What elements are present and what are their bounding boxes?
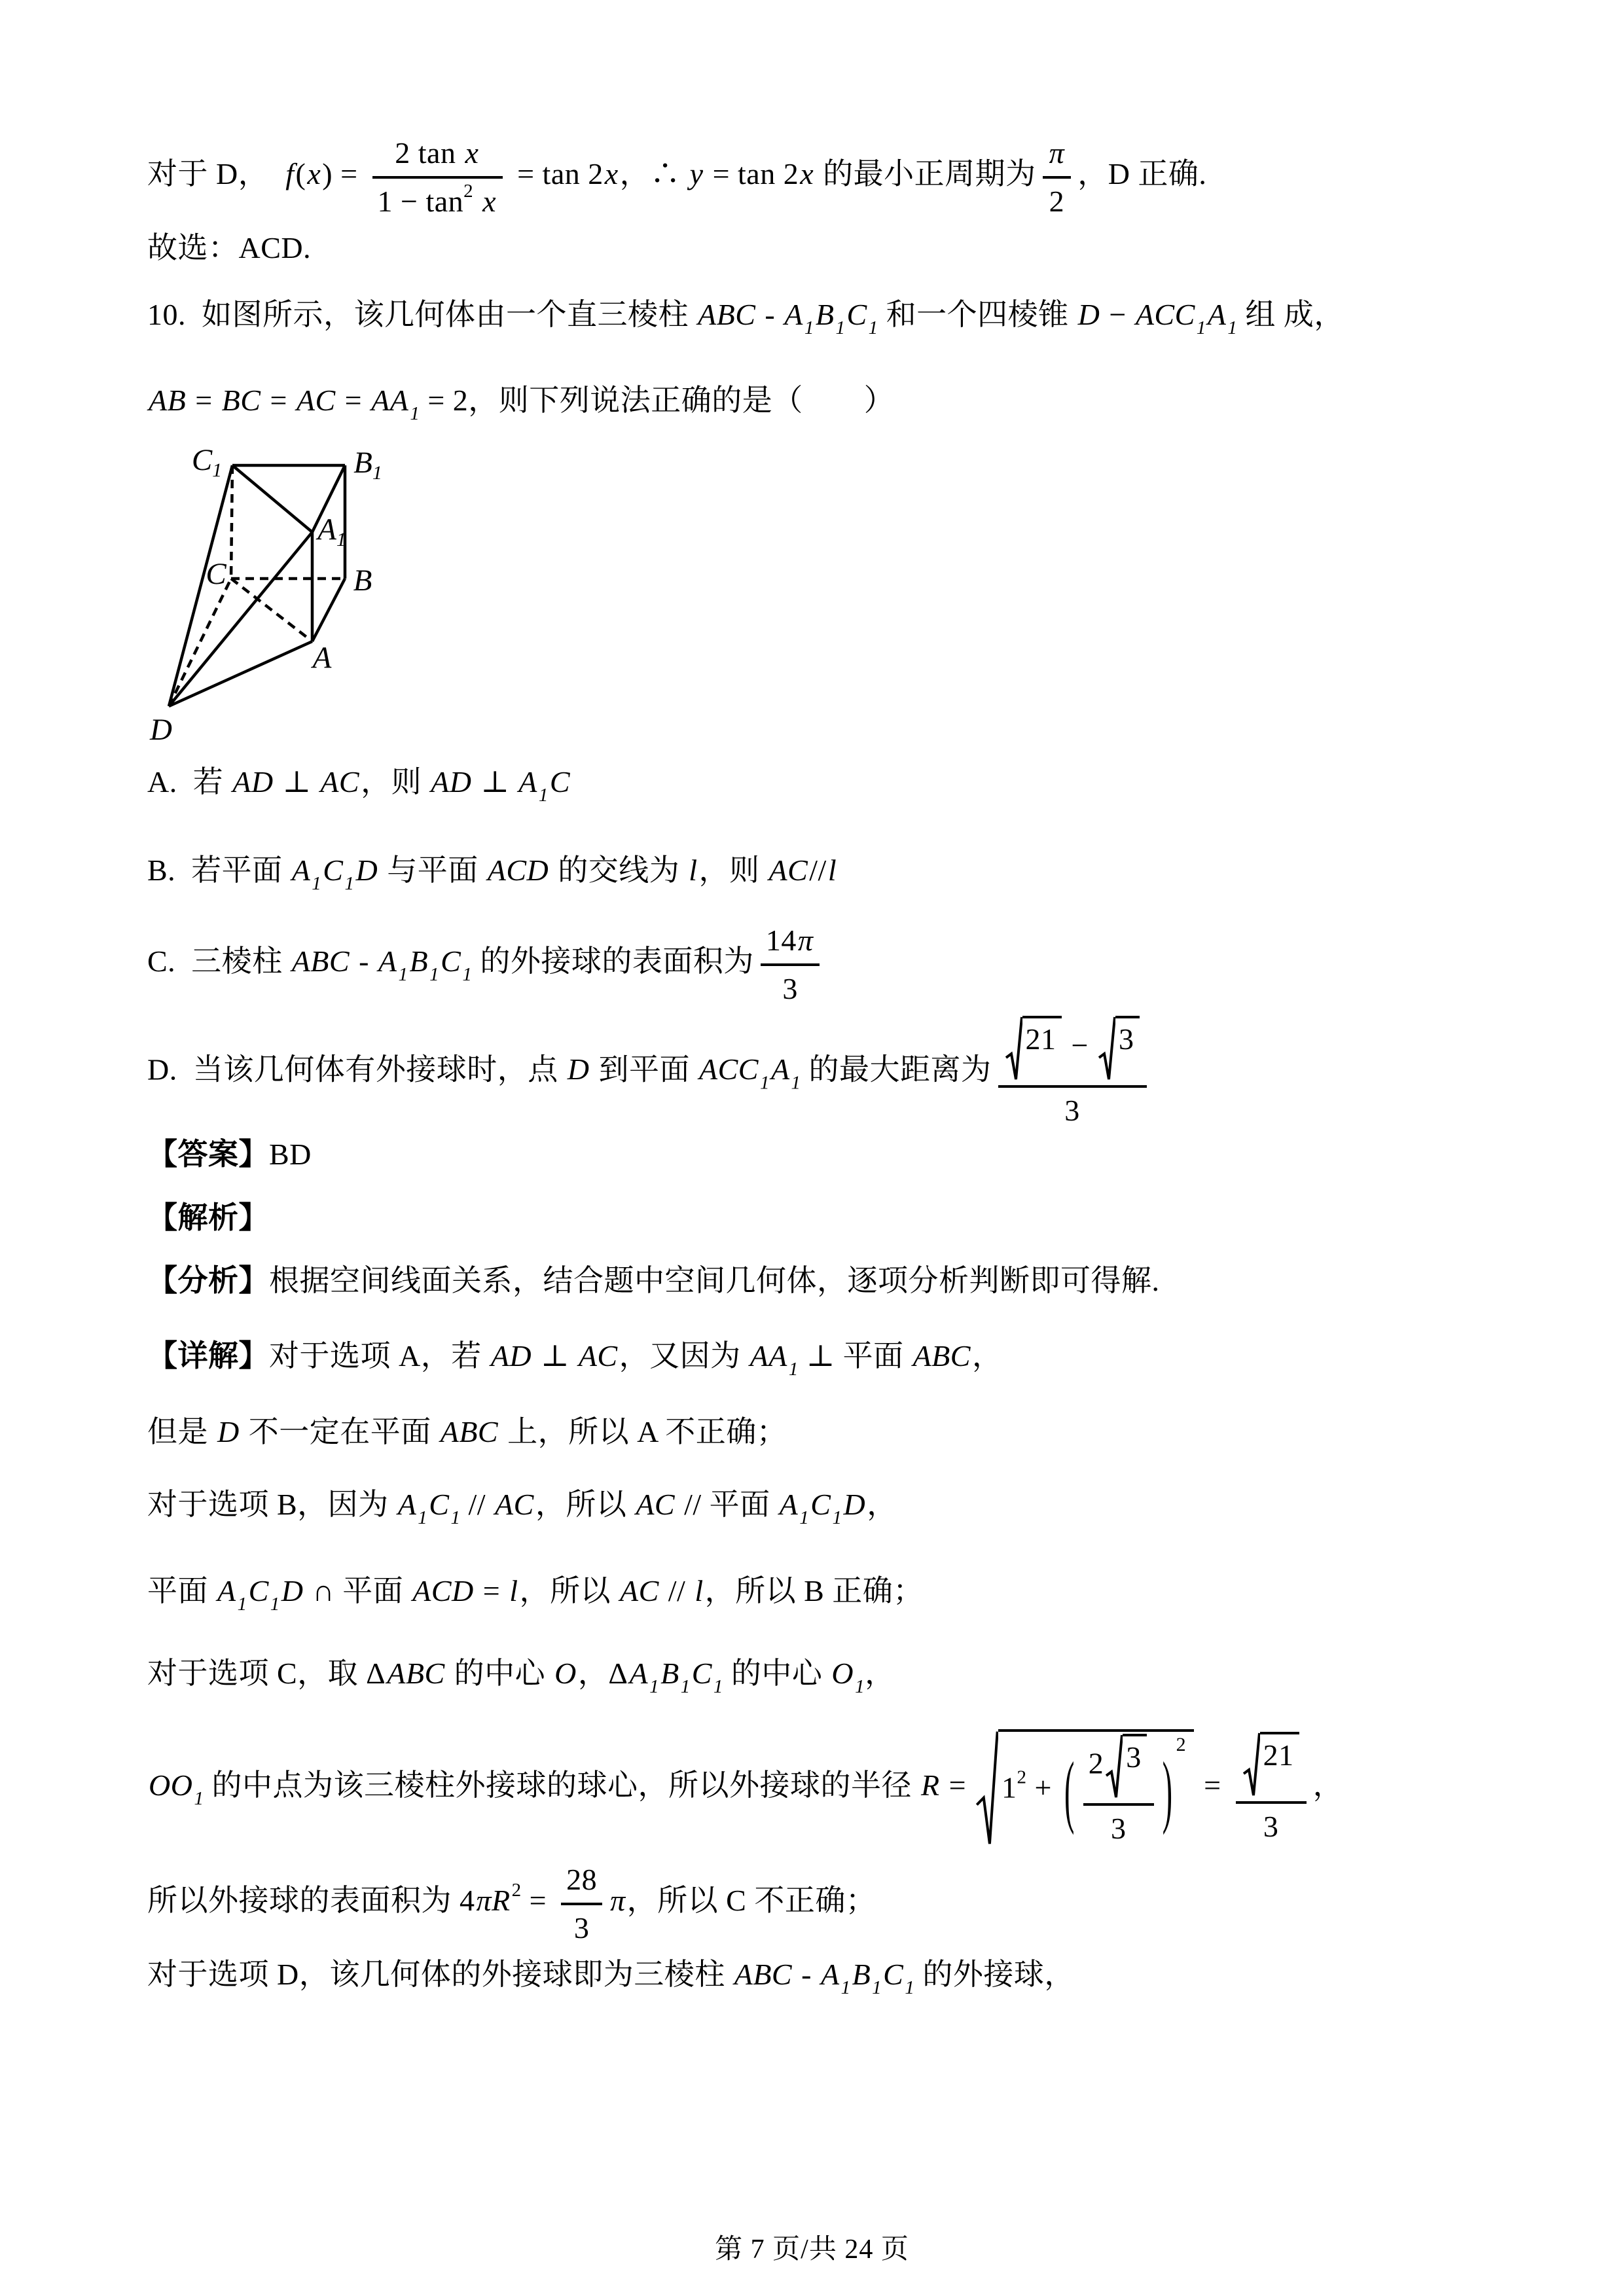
text-run: ) = — [322, 157, 366, 191]
text-run: 和一个四棱锥 — [878, 298, 1077, 331]
paragraph-c-surface — [147, 1861, 876, 1946]
text-run: 对于选项 D，该几何体的外接球即为三棱柱 — [147, 1958, 733, 1991]
paren-content — [1077, 1734, 1161, 1848]
text-run: 3 — [573, 1910, 590, 1945]
fraction — [998, 1016, 1147, 1130]
text-run: ，则 — [361, 765, 430, 798]
superscript: 2 — [511, 1880, 522, 1901]
radical — [1005, 1016, 1062, 1081]
math-run: C — [323, 853, 344, 887]
subscript: 1 — [649, 1676, 660, 1697]
text-run: 对于选项 B，因为 — [147, 1488, 397, 1521]
radicand — [998, 1729, 1194, 1848]
math-run: A — [518, 765, 537, 798]
math-run: π — [797, 924, 814, 957]
fraction — [761, 922, 820, 1007]
math-run: B — [852, 1958, 871, 1991]
fraction — [1043, 134, 1072, 220]
text-run: = tan 2 — [704, 157, 799, 191]
text-run — [473, 185, 481, 218]
math-run: A — [770, 1052, 790, 1086]
figure-vertex-label-B1: $B_1$ — [353, 446, 382, 484]
subscript: 1 — [872, 1977, 882, 1998]
text-run: = — [187, 384, 221, 417]
paragraph-option-a — [147, 763, 571, 806]
math-run: ABC — [440, 1415, 499, 1448]
paragraph-option-d — [147, 1016, 1153, 1130]
text-run: 的中心 — [446, 1657, 554, 1690]
math-run: l — [695, 1574, 704, 1607]
subscript: 1 — [429, 964, 440, 986]
fraction-denominator — [1043, 179, 1072, 221]
text-run: ，所以 C 不正确； — [626, 1884, 876, 1918]
fraction-denominator — [998, 1088, 1147, 1130]
math-run: C — [846, 298, 867, 331]
math-run: x — [465, 136, 479, 170]
text-run: 3 — [782, 971, 798, 1005]
fraction-denominator — [761, 966, 820, 1008]
bold-label: 【分析】 — [147, 1264, 269, 1297]
math-run: C — [883, 1958, 904, 1991]
figure-edge-D-A — [169, 641, 312, 706]
text-run: ⊥ — [533, 1339, 577, 1372]
text-run: 平面 — [147, 1574, 216, 1607]
paragraph-jiexi-label — [147, 1199, 269, 1237]
text-run: ，又因为 — [619, 1339, 749, 1372]
text-run: ， — [865, 1657, 895, 1690]
subscript: 1 — [855, 1676, 865, 1697]
text-run: = — [336, 384, 370, 417]
text-run: ⊥ 平面 — [798, 1339, 912, 1372]
text-run: 的交线为 — [550, 853, 688, 887]
math-run: D — [355, 853, 378, 887]
math-run: C — [441, 944, 461, 978]
math-run: AC — [495, 1488, 534, 1521]
paragraph-c-centers — [147, 1655, 895, 1697]
bold-label: 【详解】 — [147, 1339, 269, 1372]
text-run: 的中心 — [723, 1657, 831, 1690]
paragraph-answer — [147, 1136, 312, 1174]
paragraph-q10-condition — [147, 382, 895, 424]
math-run: C — [810, 1488, 831, 1521]
math-run: D — [281, 1574, 304, 1607]
math-run: A — [397, 1488, 417, 1521]
fraction — [372, 134, 503, 220]
fraction-numerator — [1083, 1734, 1154, 1806]
text-run: - — [757, 298, 784, 331]
radical-sign-icon — [976, 1729, 998, 1848]
superscript: 2 — [1017, 1767, 1027, 1788]
math-run: ABC — [912, 1339, 971, 1372]
text-run: 的外接球， — [914, 1958, 1075, 1991]
text-run: BD — [269, 1138, 312, 1171]
paragraph-b-conclusion — [147, 1572, 924, 1615]
text-run: 的外接球的表面积为 — [472, 944, 754, 978]
figure-edge-C1-A1 — [232, 465, 312, 532]
math-run: A — [378, 944, 397, 978]
bold-label: 【答案】 — [147, 1138, 269, 1171]
bold-label: 【解析】 — [147, 1201, 269, 1234]
math-run: x — [604, 157, 619, 191]
subscript: 1 — [462, 964, 473, 986]
text-run: 所以外接球的表面积为 4 — [147, 1884, 475, 1918]
text-run: ，Δ — [577, 1657, 628, 1690]
math-run: D — [843, 1488, 866, 1521]
text-run: 10. 如图所示，该几何体由一个直三棱柱 — [147, 298, 696, 331]
text-run: 3 — [1263, 1809, 1279, 1843]
text-run: 1 — [1001, 1770, 1017, 1804]
text-run: 1 − tan — [377, 184, 464, 218]
text-run: 根据空间线面关系，结合题中空间几何体，逐项分析判断即可得解. — [269, 1264, 1160, 1297]
radical — [976, 1729, 1194, 1848]
text-run: 2 — [1049, 184, 1065, 218]
text-run: A. 若 — [147, 765, 232, 798]
figure-vertex-label-A: A — [312, 641, 332, 675]
math-run: ABC — [734, 1958, 793, 1991]
text-run: 3 — [1111, 1812, 1127, 1845]
fraction-denominator — [372, 179, 503, 221]
math-run: l — [689, 853, 698, 887]
paragraph-fenxi — [147, 1262, 1160, 1300]
text-run: = — [1196, 1768, 1229, 1802]
text-run: 对于 D， — [147, 157, 285, 191]
math-run: ABC — [291, 944, 350, 978]
text-run: = tan 2 — [509, 157, 604, 191]
subscript: 1 — [344, 873, 355, 894]
text-run: ⊥ — [274, 765, 319, 798]
subscript: 1 — [788, 1359, 799, 1380]
figure-vertex-label-B: B — [353, 564, 372, 598]
math-run: A — [820, 1958, 840, 1991]
paragraph-b-reason — [147, 1486, 897, 1528]
math-run: ACC — [698, 1052, 759, 1086]
math-run: A — [217, 1574, 236, 1607]
fraction-denominator — [1083, 1806, 1154, 1848]
text-run: 故选：ACD. — [147, 231, 312, 264]
math-run: D — [567, 1052, 590, 1086]
subscript: 1 — [791, 1072, 801, 1094]
subscript: 1 — [759, 1072, 770, 1094]
figure-vertex-label-C1: $C_1$ — [191, 443, 223, 481]
text-run: ，∴ — [619, 157, 689, 191]
math-run: OO — [149, 1768, 193, 1802]
math-run: A — [784, 298, 803, 331]
math-run: C — [248, 1574, 269, 1607]
text-run: ， — [971, 1339, 1003, 1372]
text-run: 21 — [1025, 1022, 1056, 1056]
subscript: 1 — [270, 1594, 280, 1615]
math-run: A — [1207, 298, 1227, 331]
paragraph-a-conclusion — [147, 1413, 787, 1451]
math-run: ABC — [698, 298, 756, 331]
text-run: + — [1026, 1770, 1060, 1804]
paragraph-choose-answer — [147, 229, 311, 267]
math-run: R — [920, 1768, 940, 1802]
math-run: ABC — [387, 1657, 445, 1690]
math-run: C — [429, 1488, 450, 1521]
text-run: ，所以 — [519, 1574, 619, 1607]
fraction — [1236, 1732, 1307, 1846]
paragraph-c-radius — [147, 1729, 1343, 1848]
math-run: AC — [320, 765, 360, 798]
text-run: 的最大距离为 — [801, 1052, 992, 1086]
fraction — [561, 1861, 602, 1946]
figure-vertex-label-C: C — [206, 557, 226, 591]
radical — [1243, 1732, 1299, 1797]
subscript: 1 — [680, 1676, 691, 1697]
fraction-numerator — [998, 1016, 1147, 1088]
text-run: 对于选项 C，取 Δ — [147, 1657, 386, 1690]
radical-sign-icon — [1098, 1016, 1115, 1081]
text-run: 14 — [765, 924, 797, 957]
paren-group — [1062, 1734, 1186, 1848]
text-run: 不一定在平面 — [240, 1415, 439, 1448]
subscript: 1 — [1196, 317, 1206, 338]
text-run: 组 成， — [1237, 298, 1344, 331]
radicand — [1260, 1732, 1299, 1797]
math-run: O — [831, 1657, 854, 1690]
math-run: C — [691, 1657, 712, 1690]
text-run: 3 — [1064, 1094, 1080, 1127]
text-run: − — [1063, 1028, 1096, 1062]
math-run: BC — [221, 384, 261, 417]
page-number-footer: 第 7 页/共 24 页 — [715, 2234, 909, 2265]
math-run: A — [629, 1657, 649, 1690]
math-run: AC — [620, 1574, 659, 1607]
prism-pyramid-diagram — [118, 427, 393, 754]
subscript: 1 — [804, 317, 814, 338]
text-run: − — [1101, 298, 1134, 331]
subscript: 1 — [538, 785, 549, 806]
subscript: 1 — [194, 1787, 204, 1809]
figure-vertex-label-D: D — [150, 713, 172, 747]
text-run: = — [475, 1574, 509, 1607]
text-run: // — [460, 1488, 494, 1521]
text-run: B. 若平面 — [147, 853, 291, 887]
subscript: 1 — [237, 1594, 247, 1615]
text-run: D. 当该几何体有外接球时，点 — [147, 1052, 566, 1086]
math-run: l — [509, 1574, 518, 1607]
text-run: 3 — [1126, 1740, 1142, 1774]
text-run: ，则 — [698, 853, 768, 887]
superscript: 2 — [463, 180, 474, 202]
radical-sign-icon — [1005, 1016, 1022, 1081]
text-run: 2 tan — [395, 136, 464, 170]
math-run: AA — [371, 384, 409, 417]
paragraph-q10-intro — [147, 296, 1344, 338]
paren-exponent: 2 — [1176, 1734, 1187, 1755]
math-run: AC — [296, 384, 336, 417]
text-run: C. 三棱柱 — [147, 944, 291, 978]
text-run: 与平面 — [379, 853, 486, 887]
subscript: 1 — [835, 317, 846, 338]
text-run: 2 — [1088, 1746, 1104, 1780]
figure-edge-A-B — [312, 579, 345, 641]
text-run: - — [793, 1958, 820, 1991]
subscript: 1 — [450, 1507, 461, 1528]
radicand — [1123, 1734, 1147, 1799]
text-run: = — [521, 1884, 555, 1918]
math-run: AD — [490, 1339, 532, 1372]
subscript: 1 — [398, 964, 408, 986]
text-run: ，D 正确. — [1077, 157, 1207, 191]
math-run: AD — [232, 765, 274, 798]
text-run: 3 — [1119, 1022, 1134, 1056]
geometry-figure — [118, 427, 393, 754]
radicand — [1022, 1016, 1062, 1081]
left-paren: ( — [1064, 1745, 1075, 1835]
text-run: 的最小正周期为 — [815, 157, 1036, 191]
text-run: ，所以 B 正确； — [704, 1574, 924, 1607]
fraction-numerator — [1236, 1732, 1307, 1804]
figure-vertex-label-A1: $A_1$ — [317, 512, 346, 550]
figure-edge-C-A — [231, 579, 312, 641]
math-run: A — [291, 853, 311, 887]
math-run: AB — [149, 384, 187, 417]
text-run: = — [941, 1768, 975, 1802]
radical — [1106, 1734, 1147, 1799]
math-run: AC — [768, 853, 808, 887]
math-run: B — [660, 1657, 679, 1690]
fraction-denominator — [561, 1905, 602, 1947]
text-run: 上，所以 A 不正确； — [499, 1415, 787, 1448]
math-run: ACC — [1135, 298, 1195, 331]
right-paren: ) — [1162, 1745, 1173, 1835]
math-run: B — [409, 944, 429, 978]
text-run: // — [660, 1574, 694, 1607]
text-run: 的中点为该三棱柱外接球的球心，所以外接球的半径 — [204, 1768, 920, 1802]
math-run: A — [779, 1488, 799, 1521]
fraction-numerator — [561, 1861, 602, 1905]
math-run: ACD — [412, 1574, 474, 1607]
subscript: 1 — [410, 403, 420, 424]
radical-sign-icon — [1106, 1734, 1123, 1799]
fraction-denominator — [1236, 1804, 1307, 1846]
math-run: D — [217, 1415, 240, 1448]
text-run: // — [809, 853, 827, 887]
text-run: ， — [1312, 1768, 1344, 1802]
math-run: x — [307, 157, 321, 191]
math-run: AD — [431, 765, 472, 798]
text-run: ，所以 — [535, 1488, 635, 1521]
math-run: π — [610, 1884, 626, 1918]
text-run: 到平面 — [590, 1052, 698, 1086]
figure-edge-C1-C — [231, 465, 232, 579]
paragraph-xiangjie-a — [147, 1337, 1003, 1380]
math-run: AC — [636, 1488, 676, 1521]
subscript: 1 — [840, 1977, 851, 1998]
subscript: 1 — [312, 873, 322, 894]
math-run: πR — [476, 1884, 511, 1918]
text-run: = — [262, 384, 295, 417]
text-run: 对于选项 A，若 — [269, 1339, 490, 1372]
subscript: 1 — [1227, 317, 1238, 338]
text-run: 但是 — [147, 1415, 216, 1448]
text-run: 28 — [566, 1863, 598, 1896]
math-run: π — [1049, 136, 1065, 170]
math-run: f — [285, 157, 295, 191]
subscript: 1 — [868, 317, 878, 338]
text-run: ( — [295, 157, 306, 191]
math-run: ACD — [487, 853, 549, 887]
math-run: x — [482, 184, 497, 218]
fraction-numerator — [1043, 134, 1072, 179]
text-run: ⊥ — [473, 765, 518, 798]
text-run: = 2，则下列说法正确的是（ ） — [420, 384, 895, 417]
math-run: D — [1077, 298, 1100, 331]
fraction-numerator — [372, 134, 503, 179]
text-run: ， — [867, 1488, 897, 1521]
subscript: 1 — [832, 1507, 842, 1528]
math-run: B — [815, 298, 835, 331]
subscript: 1 — [799, 1507, 810, 1528]
text-run: - — [351, 944, 377, 978]
paragraph-option-c — [147, 922, 826, 1007]
text-run: ∩ 平面 — [304, 1574, 412, 1607]
subscript: 1 — [905, 1977, 915, 1998]
radicand — [1115, 1016, 1140, 1081]
paragraph-d-reason — [147, 1956, 1075, 1998]
text-run: // 平面 — [676, 1488, 778, 1521]
paragraph-d-option-conclusion — [147, 134, 1206, 220]
subscript: 1 — [418, 1507, 428, 1528]
math-run: y — [689, 157, 704, 191]
radical — [1098, 1016, 1140, 1081]
fraction — [1083, 1734, 1154, 1848]
math-run: O — [554, 1657, 577, 1690]
subscript: 1 — [713, 1676, 723, 1697]
text-run: 21 — [1263, 1738, 1294, 1772]
math-run: C — [549, 765, 570, 798]
paragraph-option-b — [147, 852, 838, 894]
fraction-numerator — [761, 922, 820, 966]
math-run: l — [827, 853, 837, 887]
math-run: AA — [749, 1339, 787, 1372]
math-run: AC — [578, 1339, 618, 1372]
radical-sign-icon — [1243, 1732, 1260, 1797]
math-run: x — [800, 157, 814, 191]
